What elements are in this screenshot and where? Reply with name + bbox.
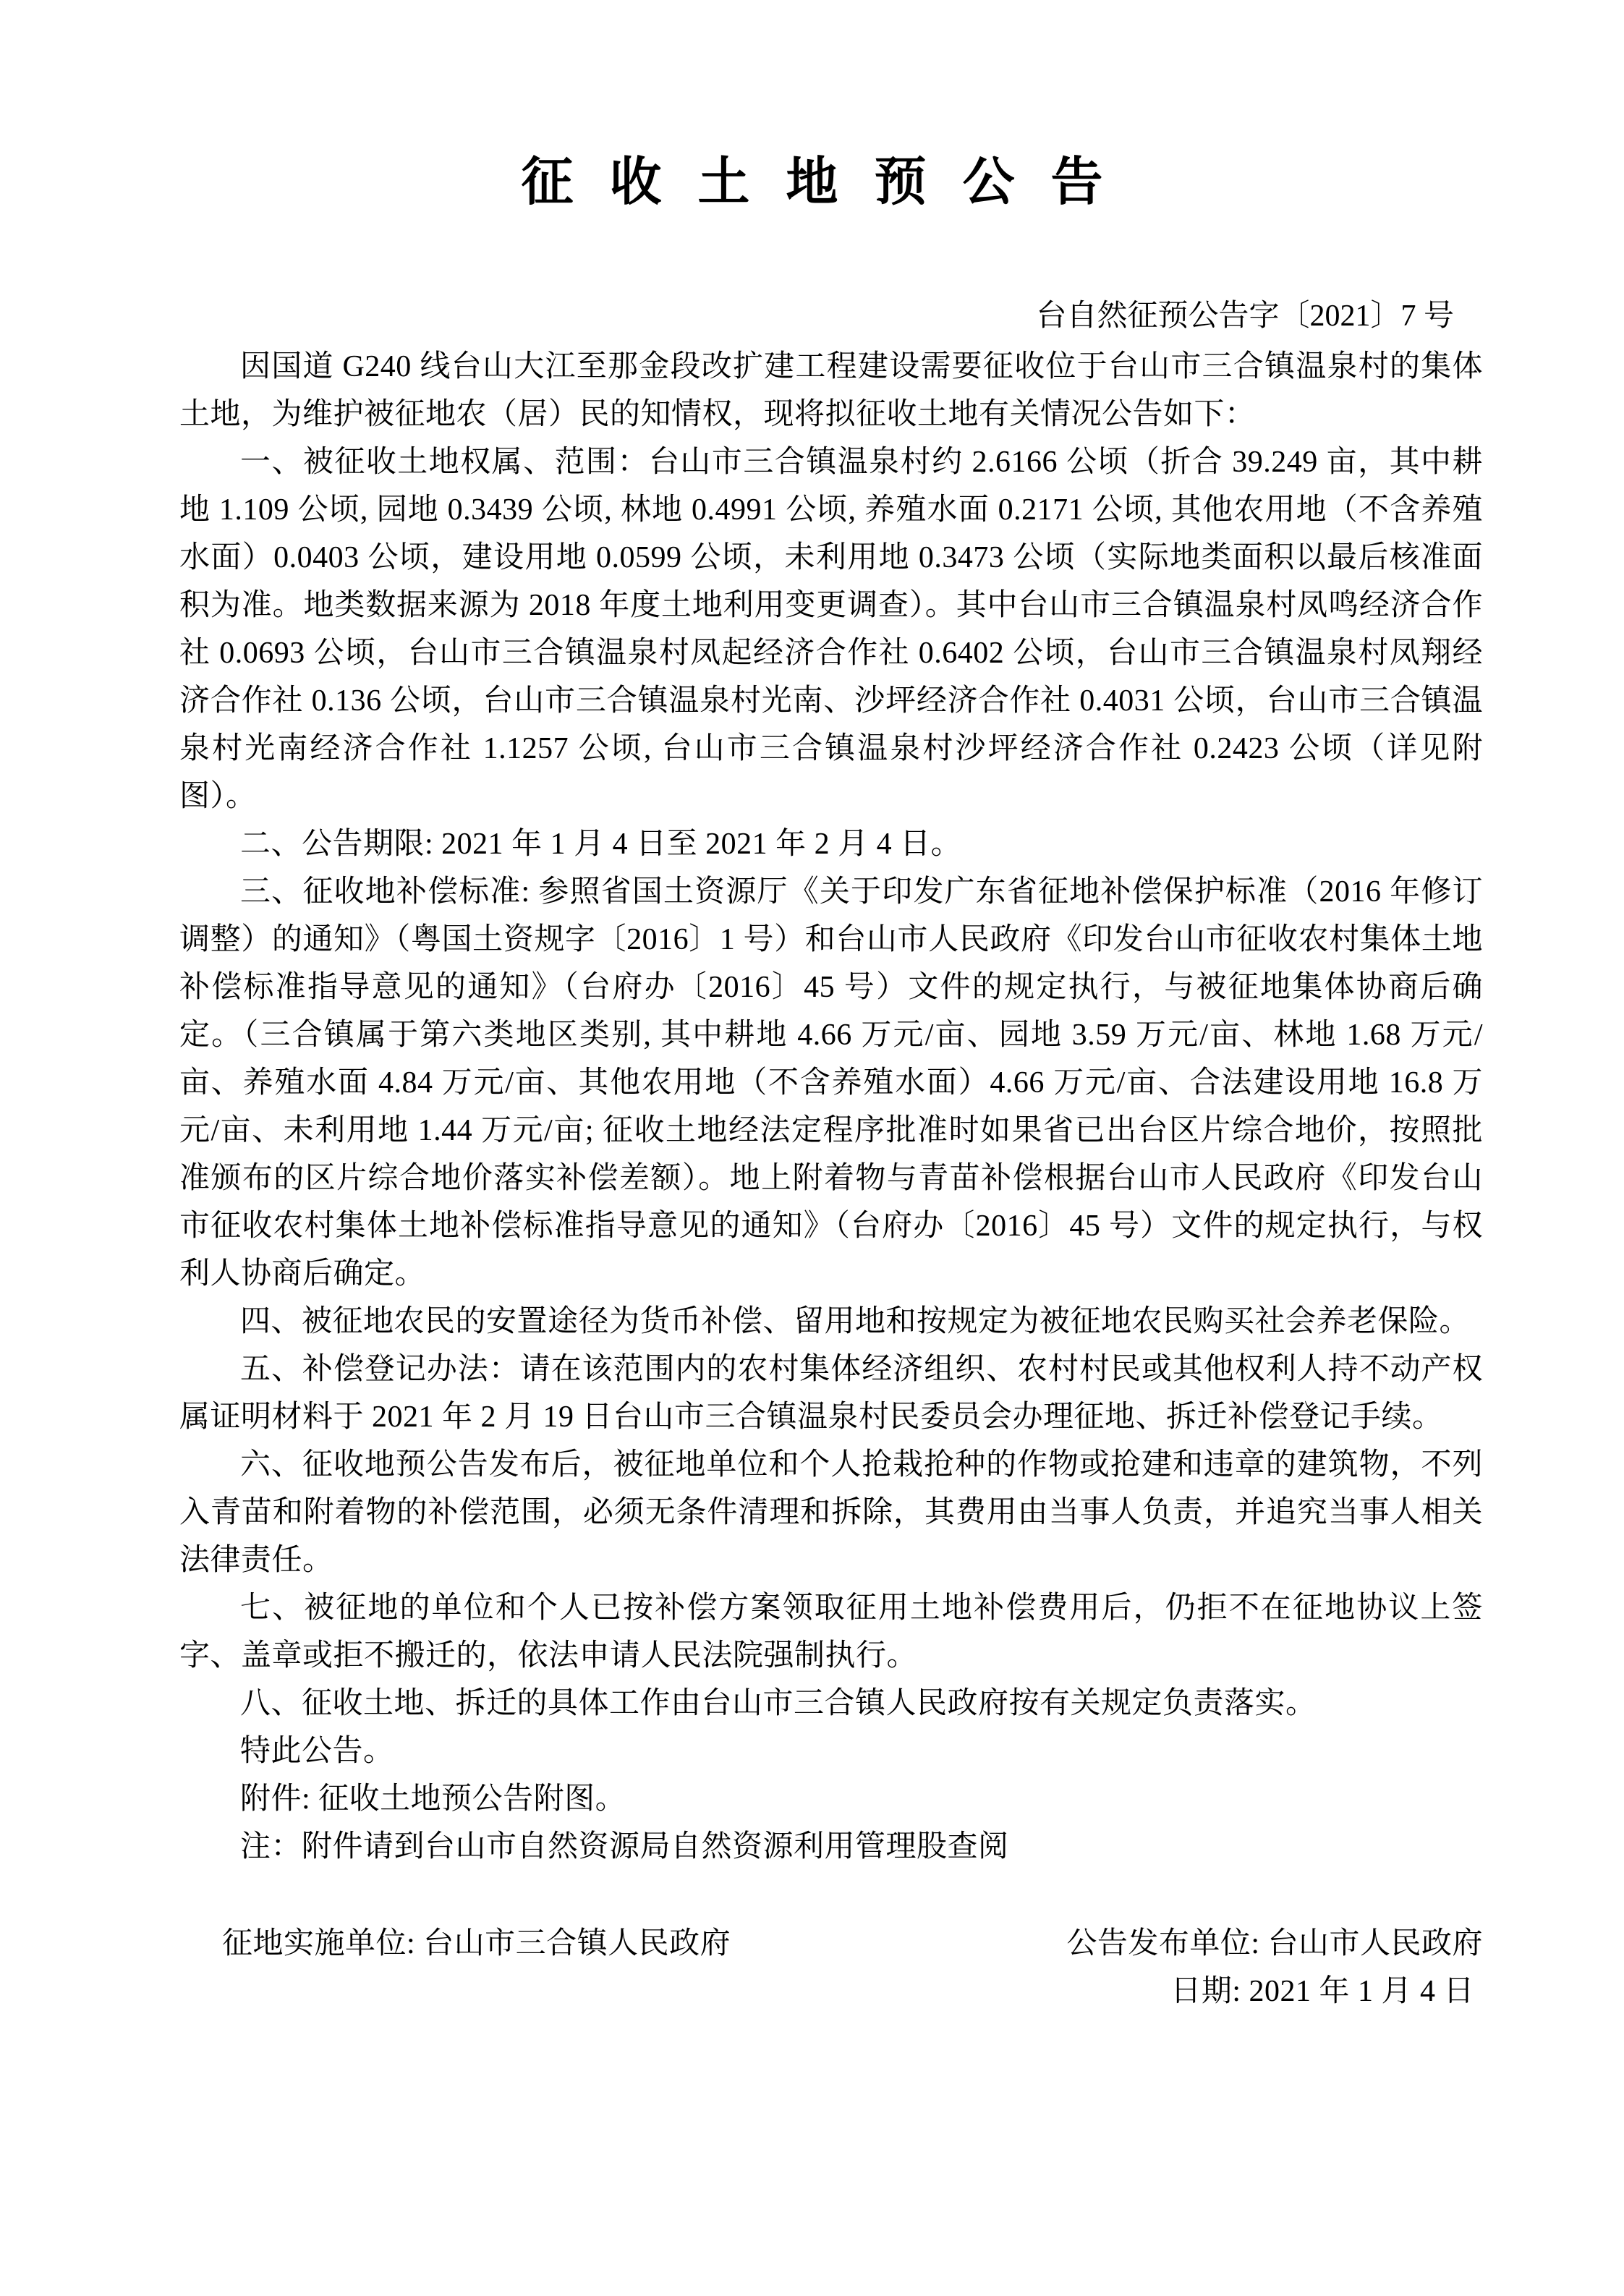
- item-4-resettlement-paragraph: 四、被征地农民的安置途径为货币补偿、留用地和按规定为被征地农民购买社会养老保险。: [240, 1305, 1471, 1338]
- closing-statement: 特此公告。: [240, 1735, 394, 1768]
- item-8-implementation-paragraph: 八、征收土地、拆迁的具体工作由台山市三合镇人民政府按有关规定负责落实。: [240, 1687, 1317, 1720]
- item-3-compensation-standard-paragraph: 三、征收地补偿标准: 参照省国土资源厅《关于印发广东省征地补偿保护标准（2016 年修订调整）的通知》（粤国土资规字〔2016〕1 号）和台山市人民政府《印发台山市征收农村集体土地补偿标准指导意见的通知》（台府办〔2016〕45 号）文件的规定执行，与被征地集体协商后确定。（三合镇属于第六类地区类别, 其中耕地 4.66 万元/亩、园地 3.59 万元/亩、林地 1.68 万元/亩、养殖水面 4.84 万元/亩、其他农用地（不含养殖水面）4.66 万元/亩、合法建设用地 16.8 万元/亩、未利用地 1.44 万元/亩; 征收土地经法定程序批准时如果省已出台区片综合地价，按照批准颁布的区片综合地价落实补偿差额）。地上附着物与青苗补偿根据台山市人民政府《印发台山市征收农村集体土地补偿标准指导意见的通知》（台府办〔2016〕45 号）文件的规定执行，与权利人协商后确定。: [179, 875, 1483, 1291]
- item-1-land-scope-paragraph: 一、被征收土地权属、范围：台山市三合镇温泉村约 2.6166 公顷（折合 39.249 亩，其中耕地 1.109 公顷, 园地 0.3439 公顷, 林地 0.4991 公顷, 养殖水面 0.2171 公顷, 其他农用地（不含养殖水面）0.0403 公顷，建设用地 0.0599 公顷，未利用地 0.3473 公顷（实际地类面积以最后核准面积为准。地类数据来源为 2018 年度土地利用变更调查）。其中台山市三合镇温泉村凤鸣经济合作社 0.0693 公顷，台山市三合镇温泉村凤起经济合作社 0.6402 公顷，台山市三合镇温泉村凤翔经济合作社 0.136 公顷，台山市三合镇温泉村光南、沙坪经济合作社 0.4031 公顷，台山市三合镇温泉村光南经济合作社 1.1257 公顷, 台山市三合镇温泉村沙坪经济合作社 0.2423 公顷（详见附图）。: [179, 446, 1483, 813]
- doc-number: 台自然征预公告字〔2021〕7 号: [1036, 299, 1454, 333]
- item-6-violation-paragraph: 六、征收地预公告发布后，被征地单位和个人抢栽抢种的作物或抢建和违章的建筑物，不列入青苗和附着物的补偿范围，必须无条件清理和拆除，其费用由当事人负责，并追究当事人相关法律责任。: [179, 1448, 1483, 1577]
- attachment-line: 附件: 征收土地预公告附图。: [240, 1782, 626, 1816]
- implement-unit: 征地实施单位: 台山市三合镇人民政府: [222, 1927, 731, 1960]
- footer-row: [179, 1920, 1483, 1968]
- document-body: [179, 343, 1483, 2015]
- note-line: 注：附件请到台山市自然资源局自然资源利用管理股查阅: [240, 1830, 1009, 1863]
- item-7-enforcement-paragraph: 七、被征地的单位和个人已按补偿方案领取征用土地补偿费用后，仍拒不在征地协议上签字、盖章或拒不搬迁的，依法申请人民法院强制执行。: [179, 1591, 1483, 1672]
- publish-unit: 公告发布单位: 台山市人民政府: [1066, 1927, 1483, 1960]
- page-title: 征收土地预公告: [521, 153, 1139, 211]
- item-5-registration-paragraph: 五、补偿登记办法：请在该范围内的农村集体经济组织、农村村民或其他权利人持不动产权属证明材料于 2021 年 2 月 19 日台山市三合镇温泉村民委员会办理征地、拆迁补偿登记手续。: [179, 1353, 1483, 1434]
- item-2-notice-period-paragraph: 二、公告期限: 2021 年 1 月 4 日至 2021 年 2 月 4 日。: [240, 828, 962, 861]
- intro-paragraph: 因国道 G240 线台山大江至那金段改扩建工程建设需要征收位于台山市三合镇温泉村的集体土地，为维护被征地农（居）民的知情权，现将拟征收土地有关情况公告如下：: [179, 350, 1483, 431]
- date-line: 日期: 2021 年 1 月 4 日: [1170, 1975, 1474, 2008]
